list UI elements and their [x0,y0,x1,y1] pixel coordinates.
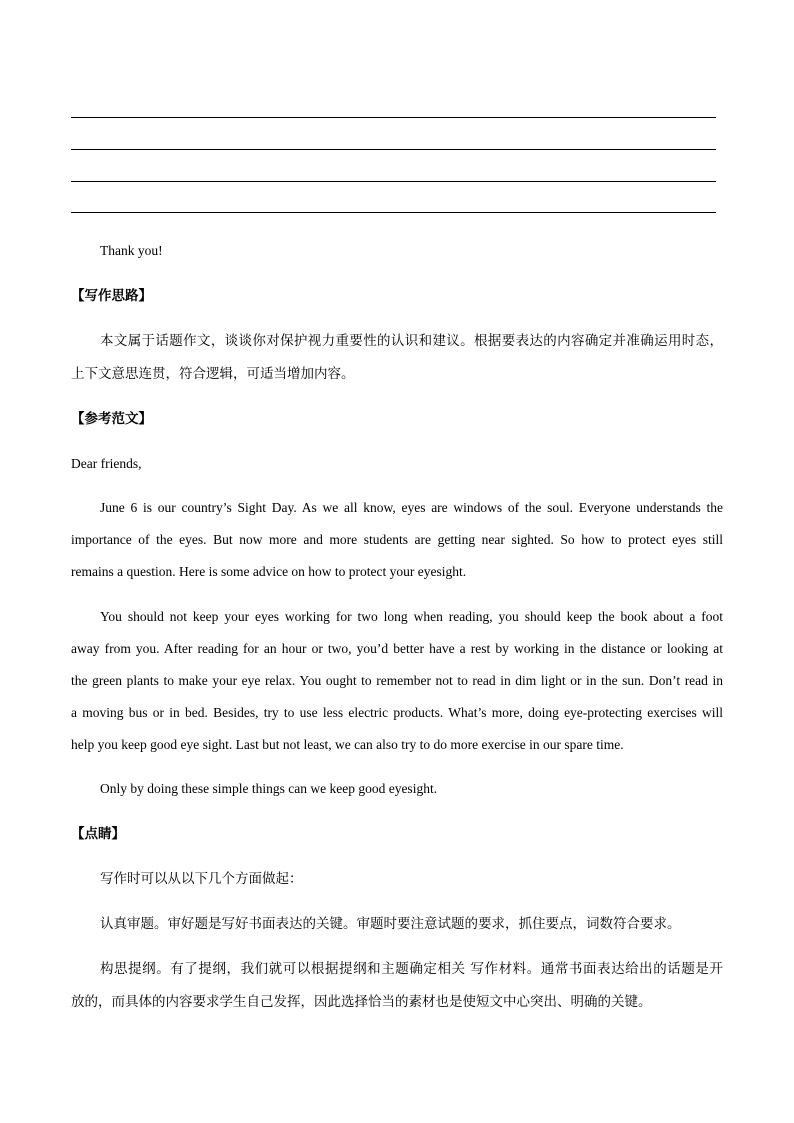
tip-2-line-1: 构思提纲。有了提纲，我们就可以根据提纲和主题确定相关 写作材料。通常书面表达给出的话题是开 [100,961,723,977]
answer-line-3 [71,181,716,182]
writing-idea-line-1: 本文属于话题作文，谈谈你对保护视力重要性的认识和建议。根据要表达的内容确定并准确运用时态， [100,333,723,349]
sample-p2-line-1: You should not keep your eyes working for two long when reading, you should keep the book about a foot [100,609,723,624]
closing-text: Thank you! [100,243,163,258]
tips-intro: 写作时可以从以下几个方面做起： [100,871,303,887]
sample-p3: Only by doing these simple things can we keep good eyesight. [100,781,438,796]
sample-p2-line-4: a moving bus or in bed. Besides, try to use less electric products. What’s more, doing eye-protecting exercises will [71,705,723,720]
answer-line-2 [71,149,716,150]
sample-p1-line-3: remains a question. Here is some advice on how to protect your eyesight. [71,564,467,579]
heading-sample-essay: 【参考范文】 [71,411,152,427]
writing-idea-line-2: 上下文意思连贯，符合逻辑，可适当增加内容。 [71,366,355,382]
sample-p2-line-2: away from you. After reading for an hour or two, you’d better have a rest by working in the distance or looking at [71,641,723,656]
heading-tips: 【点睛】 [71,826,125,842]
tip-1: 认真审题。审好题是写好书面表达的关键。审题时要注意试题的要求，抓住要点，词数符合要求。 [100,916,681,932]
sample-p1-line-2: importance of the eyes. But now more and more students are getting near sighted. So how to protect eyes still [71,532,723,547]
sample-p2-line-3: the green plants to make your eye relax. You ought to remember not to read in dim light or in the sun. Don’t read in [71,673,723,688]
answer-line-1 [71,117,716,118]
sample-salutation: Dear friends, [71,456,142,471]
sample-p2-line-5: help you keep good eye sight. Last but not least, we can also try to do more exercise in our spare time. [71,737,624,752]
sample-p1-line-1: June 6 is our country’s Sight Day. As we all know, eyes are windows of the soul. Everyone understands the [100,500,723,515]
answer-line-4 [71,212,716,213]
tip-2-line-2: 放的，而具体的内容要求学生自己发挥，因此选择恰当的素材也是使短文中心突出、明确的关键。 [71,994,652,1010]
heading-writing-idea: 【写作思路】 [71,288,152,304]
